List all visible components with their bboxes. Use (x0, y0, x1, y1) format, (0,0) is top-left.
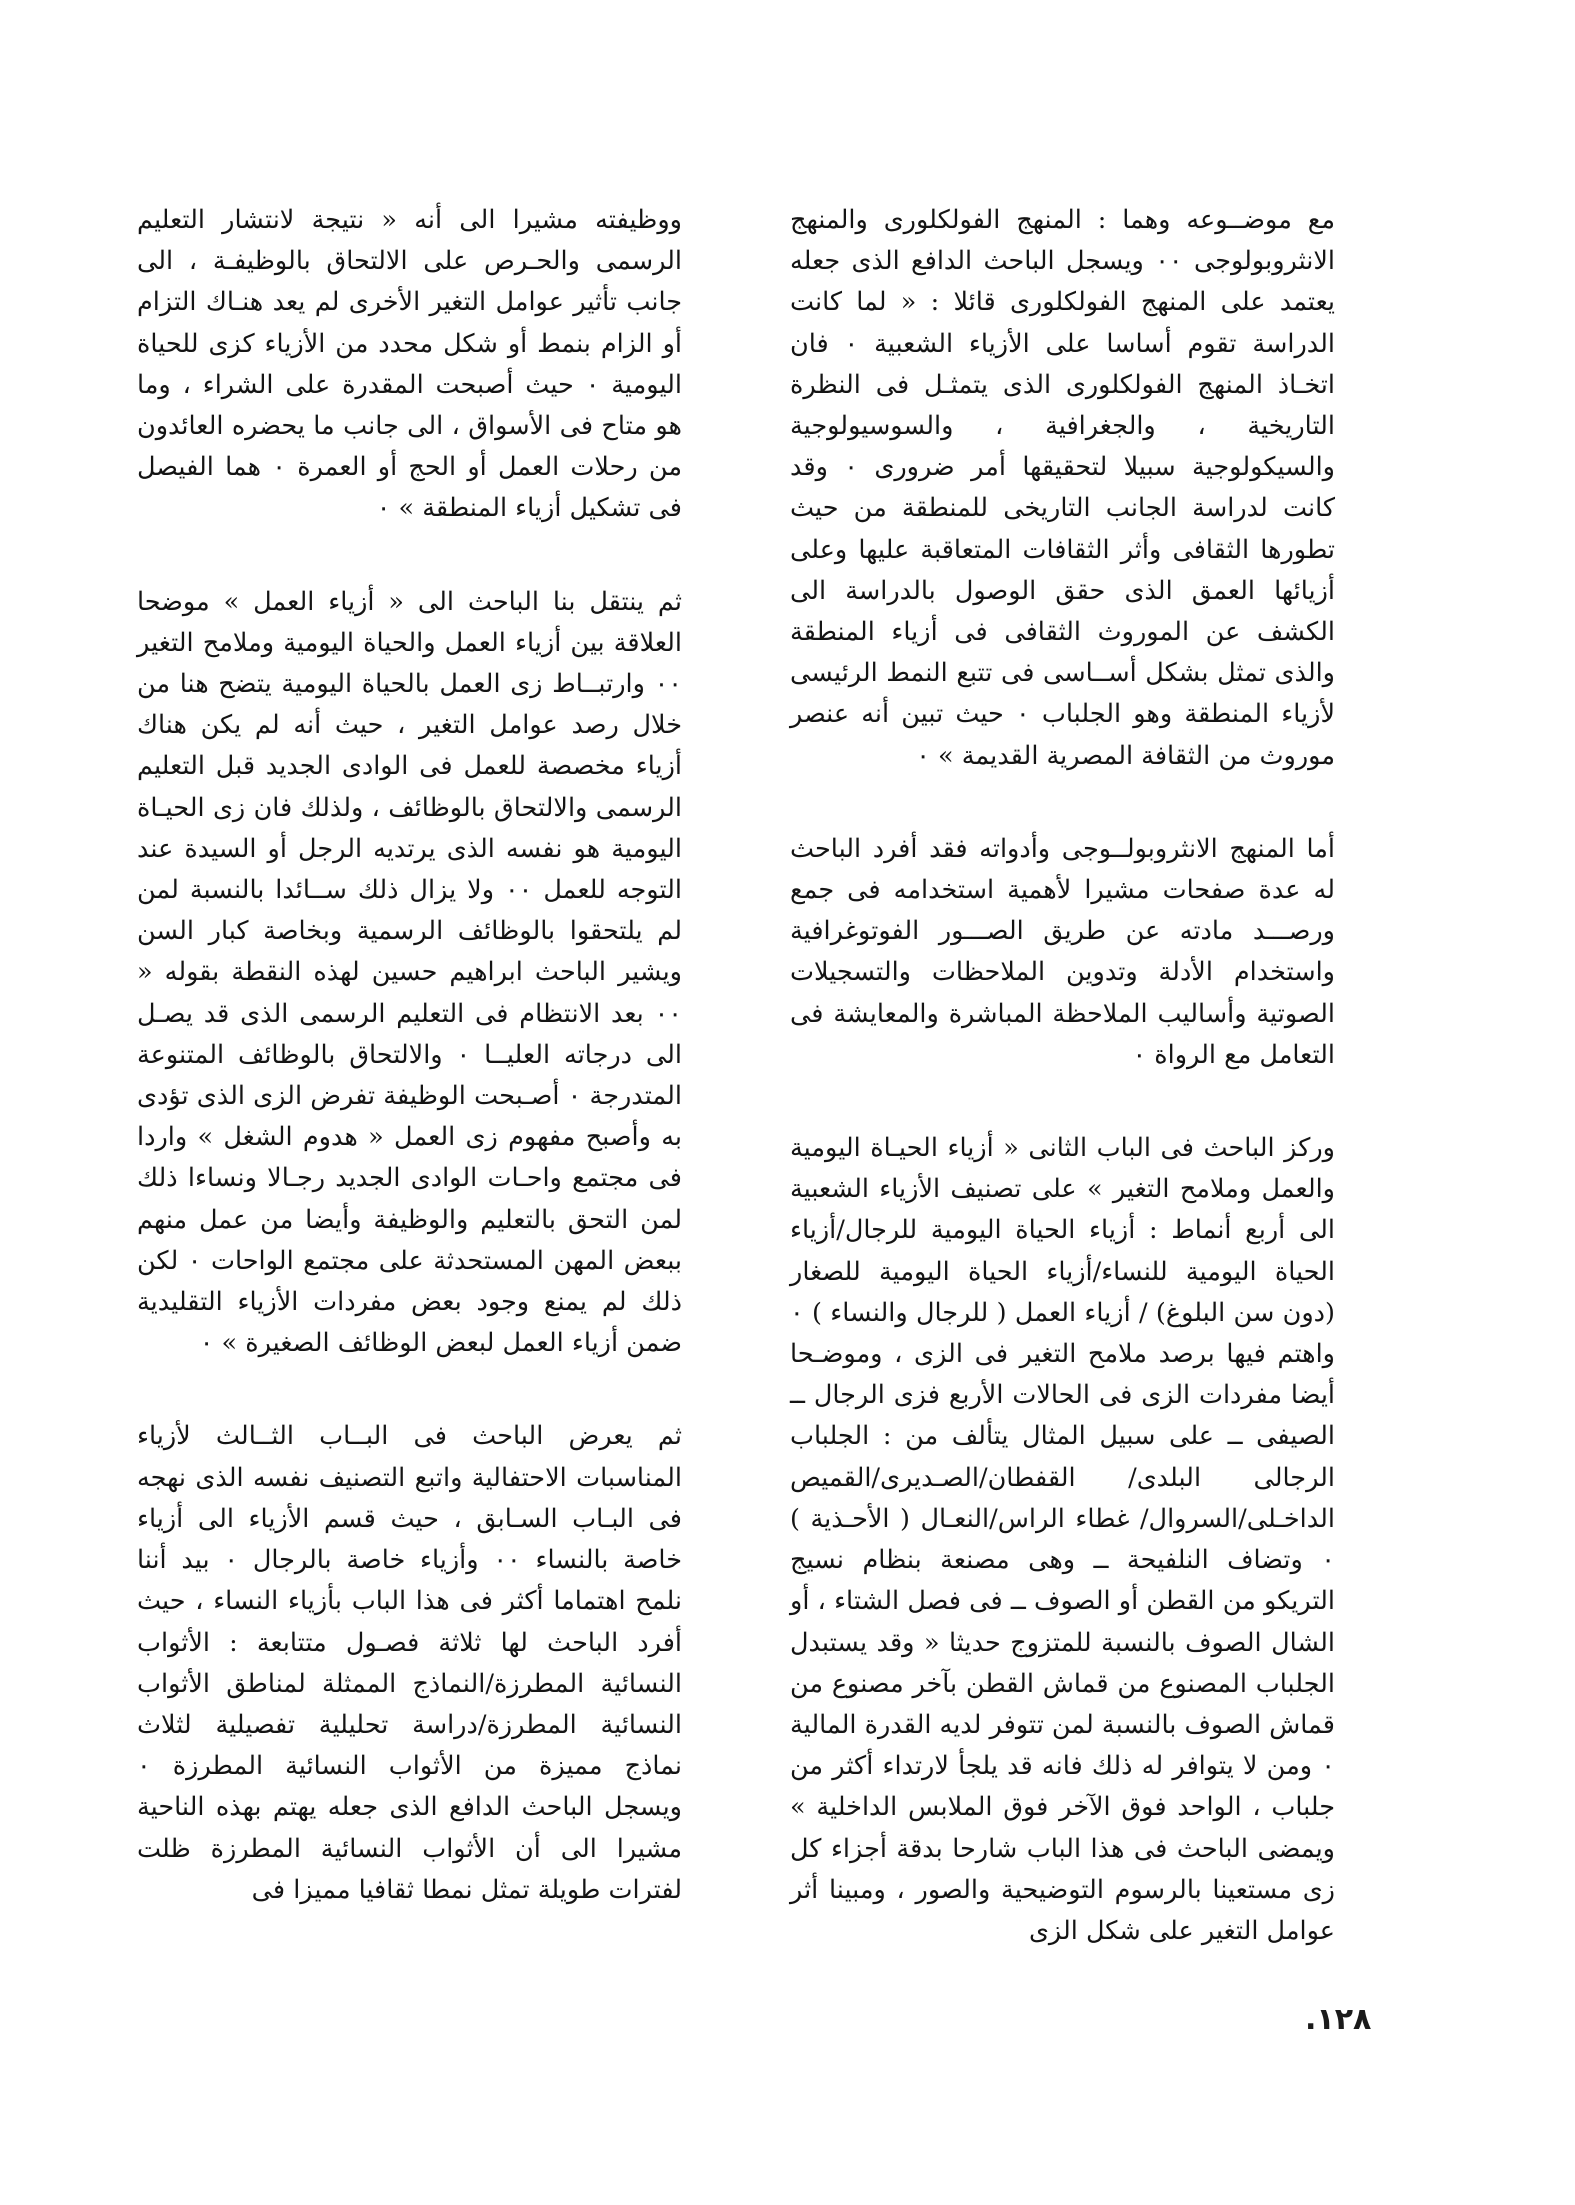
paragraph-education-change: ووظيفته مشيرا الى أنه « نتيجة لانتشار التعليم الرسمى والحـرص على الالتحاق بالوظيفـة ، الى جانب تأثير عوامل التغير الأخرى لم يعد هنـاك التزام أو الزام بنمط أو شكل محدد من الأزياء كزى للحياة اليومية ٠ حيث أصبحت المقدرة على الشراء ، وما هو متاح فى الأسواق ، الى جانب ما يحضره العائدون من رحلات العمل أو الحج أو العمرة ٠ هما الفيصل فى تشكيل أزياء المنطقة » ٠ (137, 205, 683, 524)
paragraph-folkloric-method: مع موضــوعه وهما : المنهج الفولكلورى والمنهج الانثروبولوجى ٠٠ ويسجل الباحث الدافع الذى جعله يعتمد على المنهج الفولكلورى قائلا : « لما كانت الدراسة تقوم أساسا على الأزياء الشعبية ٠ فان اتخـاذ المنهج الفولكلورى الذى يتمثـل فى النظرة التاريخية ، والجغرافية ، والسوسيولوجية والسيكولوجية سبيلا لتحقيقها أمر ضرورى ٠ وقد كانت لدراسة الجانب التاريخى للمنطقة من حيث تطورها الثقافى وأثر الثقافات المتعاقبة عليها وعلى أزيائها العمق الذى حقق الوصول بالدراسة الى الكشف عن الموروث الثقافى فى أزياء المنطقة والذى تمثل بشكل أســاسى فى تتبع النمط الرئيسى لأزياء المنطقة وهو الجلباب ٠ حيث تبين أنه عنصر موروث من الثقافة المصرية القديمة » ٠ (790, 205, 1335, 771)
paragraph-chapter-two-daily-costumes: وركز الباحث فى الباب الثانى « أزياء الحيـاة اليومية والعمل وملامح التغير » على تصنيف الأزياء الشعبية الى أربع أنماط : أزياء الحياة اليومية للرجال/أزياء الحياة اليومية للنساء/أزياء الحياة اليومية للصغار (دون سن البلوغ) / أزياء العمل ( للرجال والنساء ) ٠ واهتم فيها برصد ملامح التغير فى الزى ، وموضـحا أيضا مفردات الزى فى الحالات الأربع فزى الرجال ــ الصيفى ــ على سبيل المثال يتألف من : الجلباب الرجالى البلدى/ القفطان/الصـديرى/القميص الداخـلى/السروال/ غطاء الراس/النعـال ( الأحـذية ) ٠ وتضاف النلفيحة ــ وهى مصنعة بنظام نسيج التريكو من القطن أو الصوف ــ فى فصل الشتاء ، أو الشال الصوف بالنسبة للمتزوج حديثا « وقد يستبدل الجلباب المصنوع من قماش القطن بآخر مصنوع من قماش الصوف بالنسبة لمن تتوفر لديه القدرة المالية ٠ ومن لا يتوافر له ذلك فانه قد يلجأ لارتداء أكثر من جلباب ، الواحد فوق الآخر فوق الملابس الداخلية » ويمضى الباحث فى هذا الباب شارحا بدقة أجزاء كل زى مستعينا بالرسوم التوضيحية والصور ، ومبينا أثر عوامل التغير على شكل الزى (790, 1133, 1335, 1946)
page-number: .١٢٨ (1305, 2002, 1372, 2037)
paragraph-anthropological-method: أما المنهج الانثروبولــوجى وأدواته فقد أفرد الباحث له عدة صفحات مشيرا لأهمية استخدامه فى جمع ورصـــد مادته عن طريق الصـــور الفوتوغرافية واستخدام الأدلة وتدوين الملاحظات والتسجيلات الصوتية وأساليب الملاحظة المباشرة والمعايشة فى التعامل مع الرواة ٠ (790, 833, 1335, 1070)
right-text-column (790, 200, 1335, 1952)
left-text-column (137, 200, 682, 1911)
paragraph-work-costumes: ثم ينتقل بنا الباحث الى « أزياء العمل » موضحا العلاقة بين أزياء العمل والحياة اليومية وملامح التغير ٠٠ وارتبــاط زى العمل بالحياة اليومية يتضح هنا من خلال رصد عوامل التغير ، حيث أنه لم يكن هناك أزياء مخصصة للعمل فى الوادى الجديد قبل التعليم الرسمى والالتحاق بالوظائف ، ولذلك فان زى الحيـاة اليومية هو نفسه الذى يرتديه الرجل أو السيدة عند التوجه للعمل ٠٠ ولا يزال ذلك ســائدا بالنسبة لمن لم يلتحقوا بالوظائف الرسمية وبخاصة كبار السن ويشير الباحث ابراهيم حسين لهذه النقطة بقوله « ٠٠ بعد الانتظام فى التعليم الرسمى الذى قد يصـل الى درجاته العليــا ٠ والالتحاق بالوظائف المتنوعة المتدرجة ٠ أصـبحت الوظيفة تفرض الزى الذى تؤدى به وأصبح مفهوم زى العمل « هدوم الشغل » واردا فى مجتمع واحـات الوادى الجديد رجـالا ونساءا ذلك لمن التحق بالتعليم والوظيفة وأيضا من عمل منهم ببعض المهن المستحدثة على مجتمع الواحات ٠ لكن ذلك لم يمنع وجود بعض مفردات الأزياء التقليدية ضمن أزياء العمل لبعض الوظائف الصغيرة » ٠ (137, 586, 683, 1359)
paragraph-chapter-three-occasions: ثم يعرض الباحث فى البــاب الثــالث لأزياء المناسبات الاحتفالية واتبع التصنيف نفسه الذى نهجه فى البـاب السـابق ، حيث قسم الأزياء الى أزياء خاصة بالنساء ٠٠ وأزياء خاصة بالرجال ٠ بيد أننا نلمح اهتماما أكثر فى هذا الباب بأزياء النساء ، حيث أفرد الباحث لها ثلاثة فصـول متتابعة : الأثواب النسائية المطرزة/النماذج الممثلة لمناطق الأثواب النسائية المطرزة/دراسة تحليلية تفصيلية لثلاث نماذج مميزة من الأثواب النسائية المطرزة ٠ ويسجل الباحث الدافع الذى جعله يهتم بهذه الناحية مشيرا الى أن الأثواب النسائية المطرزة ظلت لفترات طويلة تمثل نمطا ثقافيا مميزا فى (137, 1421, 682, 1905)
